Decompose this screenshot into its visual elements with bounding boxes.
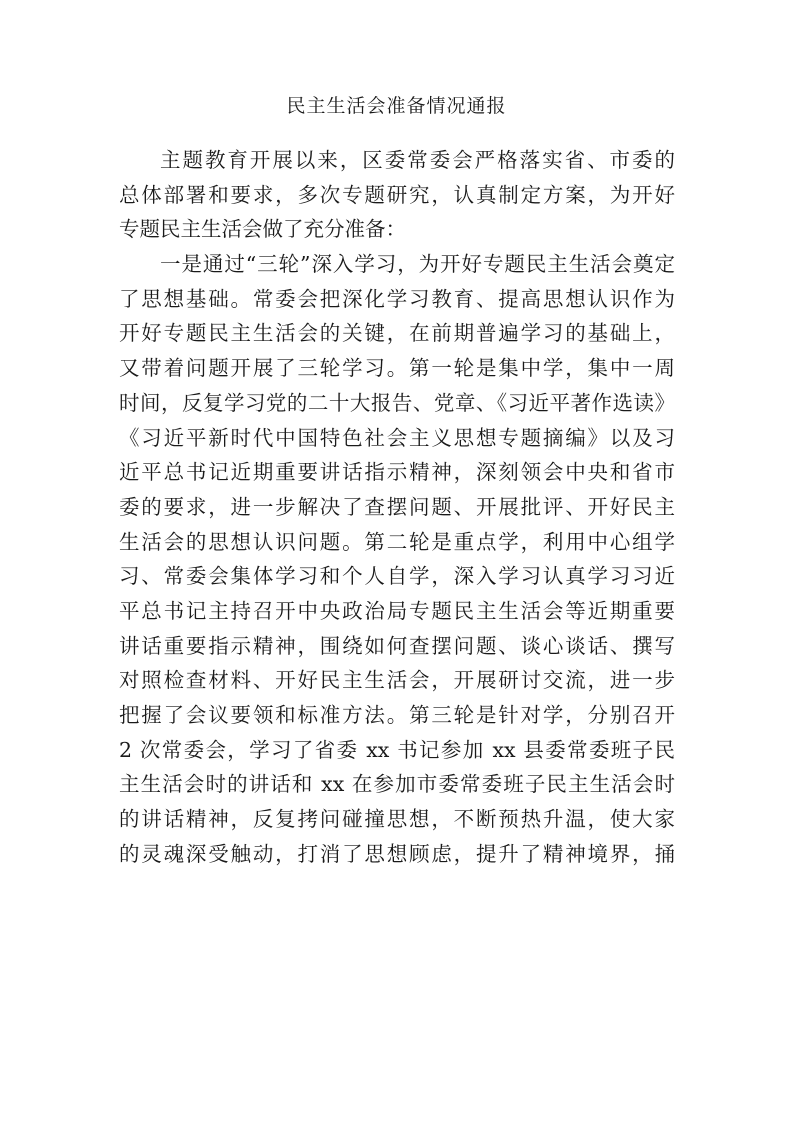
paragraph-line: 的讲话精神，反复拷问碰撞思想，不断预热升温，使大家 [119, 807, 675, 832]
paragraph-line: 开好专题民主生活会的关键，在前期普遍学习的基础上， [119, 321, 675, 346]
paragraph-line: 委的要求，进一步解决了查摆问题、开展批评、开好民主 [119, 494, 675, 519]
paragraph-line: 专题民主生活会做了充分准备： [119, 217, 406, 242]
paragraph-line: 平总书记主持召开中央政治局专题民主生活会等近期重要 [119, 598, 675, 623]
document-title: 民主生活会准备情况通报 [286, 95, 507, 117]
paragraph-line: 近平总书记近期重要讲话指示精神，深刻领会中央和省市 [119, 460, 675, 485]
paragraph-1 [119, 143, 675, 247]
paragraph-line: 一是通过“三轮”深入学习，为开好专题民主生活会奠定 [160, 252, 675, 277]
paragraph-line: 《习近平新时代中国特色社会主义思想专题摘编》以及习 [119, 425, 675, 450]
paragraph-line: 习、常委会集体学习和个人自学，深入学习认真学习习近 [119, 564, 675, 589]
paragraph-line: 主生活会时的讲话和 xx 在参加市委常委班子民主生活会时 [119, 772, 675, 797]
paragraph-line: 讲话重要指示精神，围绕如何查摆问题、谈心谈话、撰写 [119, 633, 675, 658]
paragraph-line: 把握了会议要领和标准方法。第三轮是针对学，分别召开 [119, 703, 675, 727]
paragraph-line: 生活会的思想认识问题。第二轮是重点学，利用中心组学 [119, 529, 675, 554]
paragraph-line: 主题教育开展以来，区委常委会严格落实省、市委的 [160, 148, 675, 172]
paragraph-line: 2 次常委会，学习了省委 xx 书记参加 xx 县委常委班子民 [119, 737, 675, 762]
paragraph-line: 总体部署和要求，多次专题研究，认真制定方案，为开好 [119, 182, 675, 207]
paragraph-2 [119, 247, 675, 871]
document-body [119, 143, 675, 871]
paragraph-line: 的灵魂深受触动，打消了思想顾虑，提升了精神境界，捅 [119, 841, 675, 866]
paragraph-line: 对照检查材料、开好民主生活会，开展研讨交流，进一步 [119, 668, 675, 693]
paragraph-line: 时间，反复学习党的二十大报告、党章、《习近平著作选读》 [119, 390, 675, 415]
paragraph-line: 又带着问题开展了三轮学习。第一轮是集中学，集中一周 [119, 356, 675, 381]
paragraph-line: 了思想基础。常委会把深化学习教育、提高思想认识作为 [119, 286, 675, 311]
